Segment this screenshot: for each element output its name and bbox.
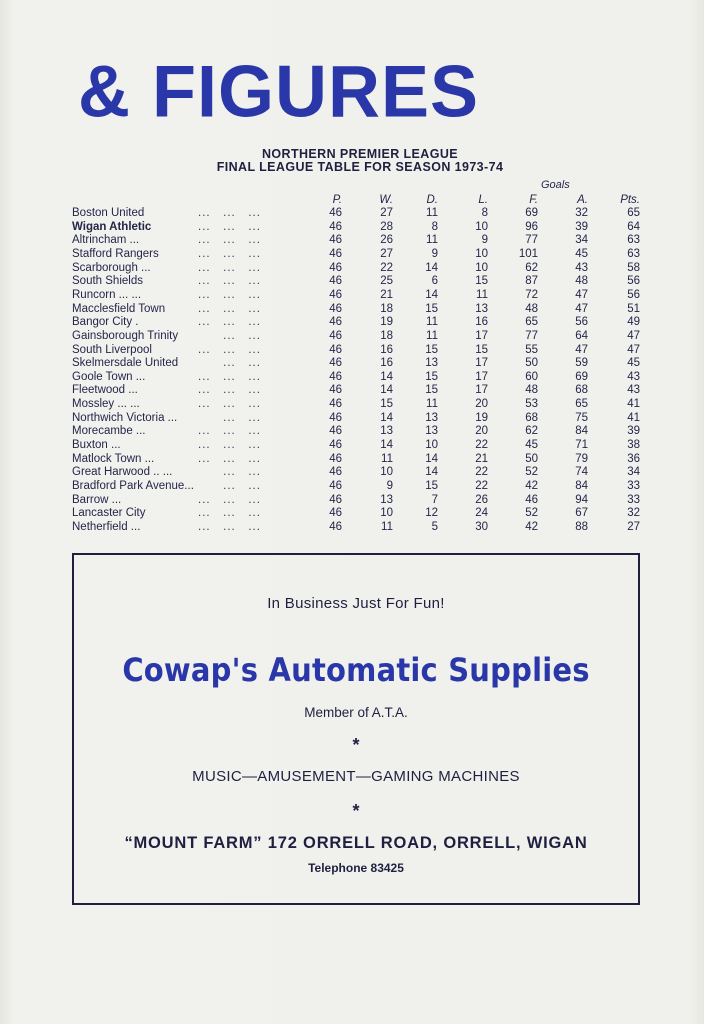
cell-d: 14 — [425, 466, 438, 479]
cell-l: 17 — [475, 329, 488, 342]
table-row — [72, 412, 652, 426]
cell-pts: 56 — [627, 275, 640, 288]
team-name: Lancaster City — [72, 507, 146, 520]
team-name: South Shields — [72, 275, 143, 288]
cell-p: 46 — [329, 480, 342, 492]
team-name: Scarborough ... — [72, 261, 151, 274]
cell-l: 22 — [475, 439, 488, 452]
cell-a: 47 — [575, 302, 588, 315]
cell-f: 68 — [525, 411, 538, 424]
cell-w: 25 — [380, 275, 393, 288]
cell-f: 52 — [525, 466, 538, 479]
team-name: Stafford Rangers — [72, 247, 159, 260]
team-name: Goole Town ... — [72, 370, 146, 383]
cell-d: 11 — [426, 398, 438, 411]
cell-p: 46 — [329, 343, 342, 356]
cell-f: 52 — [525, 507, 538, 520]
cell-w: 18 — [380, 329, 393, 342]
cell-f: 65 — [525, 316, 538, 329]
leader-dots: ... ... ... — [198, 288, 261, 301]
team-name: Netherfield ... — [72, 520, 141, 533]
cell-l: 26 — [475, 493, 488, 506]
team-name: Wigan Athletic — [72, 220, 152, 233]
cell-p: 46 — [329, 207, 342, 219]
cell-w: 10 — [380, 466, 393, 479]
cell-d: 9 — [431, 247, 438, 260]
cell-f: 62 — [525, 261, 538, 274]
leader-dots: ... ... ... — [198, 275, 261, 288]
team-name: Bradford Park Avenue... — [72, 480, 194, 492]
cell-f: 96 — [525, 220, 538, 233]
page-headline: & FIGURES — [78, 51, 480, 133]
cell-w: 27 — [380, 247, 393, 260]
table-row — [72, 357, 652, 371]
cell-a: 69 — [575, 370, 588, 383]
team-name: Mossley ... ... — [72, 398, 140, 411]
cell-a: 39 — [575, 220, 588, 233]
cell-l: 10 — [475, 220, 488, 233]
team-name: Great Harwood .. ... — [72, 466, 173, 479]
leader-dots: ... ... ... — [198, 452, 261, 465]
cell-a: 68 — [575, 384, 588, 397]
advert-address: “MOUNT FARM” 172 ORRELL ROAD, ORRELL, WIGAN — [124, 834, 588, 852]
cell-d: 15 — [425, 343, 438, 356]
cell-d: 12 — [425, 507, 438, 520]
header-won: W. — [379, 194, 393, 206]
cell-f: 69 — [525, 207, 538, 219]
advert-company: Cowap's Automatic Supplies — [122, 651, 590, 689]
cell-a: 64 — [575, 329, 588, 342]
cell-f: 48 — [525, 302, 538, 315]
cell-pts: 41 — [627, 398, 640, 411]
table-header — [72, 194, 652, 208]
cell-w: 28 — [380, 220, 393, 233]
cell-pts: 36 — [627, 452, 640, 465]
cell-w: 11 — [381, 520, 393, 533]
cell-a: 34 — [575, 234, 588, 247]
cell-a: 56 — [575, 316, 588, 329]
cell-d: 5 — [431, 520, 438, 533]
cell-w: 22 — [380, 261, 393, 274]
cell-pts: 63 — [627, 247, 640, 260]
cell-pts: 34 — [627, 466, 640, 479]
cell-p: 46 — [329, 275, 342, 288]
cell-p: 46 — [329, 439, 342, 452]
cell-f: 50 — [525, 452, 538, 465]
cell-f: 50 — [525, 357, 538, 370]
goals-label: Goals — [541, 179, 570, 191]
table-row — [72, 316, 652, 330]
cell-w: 16 — [380, 357, 393, 370]
cell-l: 30 — [475, 520, 488, 533]
leader-dots: ... ... ... — [198, 398, 261, 411]
cell-p: 46 — [329, 398, 342, 411]
cell-w: 9 — [386, 480, 393, 492]
cell-d: 13 — [425, 425, 438, 438]
cell-pts: 27 — [627, 520, 640, 533]
table-row — [72, 234, 652, 248]
table-row — [72, 466, 652, 480]
cell-pts: 39 — [627, 425, 640, 438]
table-row — [72, 384, 652, 398]
advert-member: Member of A.T.A. — [304, 705, 408, 720]
team-name: Skelmersdale United — [72, 357, 179, 370]
cell-p: 46 — [329, 316, 342, 329]
leader-dots: ... ... ... — [198, 439, 261, 452]
cell-w: 15 — [380, 398, 393, 411]
cell-l: 10 — [475, 261, 488, 274]
table-row — [72, 275, 652, 289]
cell-a: 59 — [575, 357, 588, 370]
cell-f: 42 — [525, 480, 538, 492]
cell-pts: 65 — [627, 207, 640, 219]
cell-a: 45 — [575, 247, 588, 260]
header-for: F. — [529, 194, 538, 206]
advert-phone: Telephone 83425 — [308, 861, 404, 875]
leader-dots: ... ... ... — [198, 370, 261, 383]
leader-dots: ... ... ... — [198, 384, 261, 397]
cell-l: 9 — [481, 234, 488, 247]
cell-p: 46 — [329, 261, 342, 274]
cell-a: 74 — [575, 466, 588, 479]
cell-w: 10 — [380, 507, 393, 520]
cell-l: 17 — [475, 370, 488, 383]
cell-a: 79 — [575, 452, 588, 465]
cell-d: 11 — [426, 329, 438, 342]
leader-dots: ... ... — [198, 411, 261, 424]
cell-d: 14 — [425, 288, 438, 301]
cell-pts: 32 — [627, 507, 640, 520]
cell-d: 11 — [426, 316, 438, 329]
cell-p: 46 — [329, 357, 342, 370]
table-row — [72, 262, 652, 276]
team-name: Altrincham ... — [72, 234, 140, 247]
leader-dots: ... ... ... — [198, 507, 261, 520]
cell-l: 24 — [475, 507, 488, 520]
cell-l: 10 — [475, 247, 488, 260]
cell-d: 13 — [425, 357, 438, 370]
cell-d: 8 — [431, 220, 438, 233]
cell-pts: 63 — [627, 234, 640, 247]
table-row — [72, 453, 652, 467]
cell-f: 55 — [525, 343, 538, 356]
cell-pts: 64 — [627, 220, 640, 233]
leader-dots: ... ... ... — [198, 425, 261, 438]
team-name: South Liverpool — [72, 343, 152, 356]
header-lost: L. — [478, 194, 488, 206]
cell-f: 60 — [525, 370, 538, 383]
leader-dots: ... ... — [198, 480, 261, 492]
cell-w: 27 — [380, 207, 393, 219]
cell-d: 14 — [425, 452, 438, 465]
cell-f: 87 — [525, 275, 538, 288]
team-name: Buxton ... — [72, 439, 121, 452]
leader-dots: ... ... ... — [198, 343, 261, 356]
cell-d: 14 — [425, 261, 438, 274]
cell-a: 43 — [575, 261, 588, 274]
cell-w: 13 — [380, 493, 393, 506]
cell-pts: 47 — [627, 329, 640, 342]
cell-p: 46 — [329, 425, 342, 438]
cell-d: 13 — [425, 411, 438, 424]
cell-a: 84 — [575, 480, 588, 492]
cell-p: 46 — [329, 466, 342, 479]
cell-pts: 43 — [627, 370, 640, 383]
cell-d: 6 — [431, 275, 438, 288]
table-row — [72, 507, 652, 521]
cell-f: 77 — [525, 234, 538, 247]
cell-a: 65 — [575, 398, 588, 411]
cell-l: 15 — [475, 343, 488, 356]
cell-f: 42 — [525, 520, 538, 533]
header-drawn: D. — [426, 194, 438, 206]
cell-w: 14 — [380, 370, 393, 383]
cell-p: 46 — [329, 234, 342, 247]
cell-l: 15 — [475, 275, 488, 288]
leader-dots: ... ... ... — [198, 261, 261, 274]
team-name: Matlock Town ... — [72, 452, 155, 465]
team-name: Barrow ... — [72, 493, 122, 506]
table-row — [72, 480, 652, 494]
cell-p: 46 — [329, 520, 342, 533]
cell-pts: 47 — [627, 343, 640, 356]
leader-dots: ... ... ... — [198, 520, 261, 533]
cell-p: 46 — [329, 384, 342, 397]
leader-dots: ... ... ... — [198, 316, 261, 329]
advert-box — [72, 553, 640, 905]
cell-l: 8 — [481, 207, 488, 219]
cell-a: 75 — [575, 411, 588, 424]
cell-p: 46 — [329, 370, 342, 383]
cell-f: 62 — [525, 425, 538, 438]
cell-p: 46 — [329, 411, 342, 424]
cell-w: 18 — [380, 302, 393, 315]
cell-d: 7 — [431, 493, 438, 506]
cell-w: 14 — [380, 411, 393, 424]
leader-dots: ... ... ... — [198, 247, 261, 260]
table-row — [72, 221, 652, 235]
cell-l: 20 — [475, 398, 488, 411]
cell-f: 45 — [525, 439, 538, 452]
leader-dots: ... ... ... — [198, 220, 261, 233]
cell-f: 72 — [525, 288, 538, 301]
leader-dots: ... ... ... — [198, 234, 261, 247]
cell-w: 19 — [380, 316, 393, 329]
cell-pts: 33 — [627, 480, 640, 492]
leader-dots: ... ... ... — [198, 302, 261, 315]
table-title: FINAL LEAGUE TABLE FOR SEASON 1973-74 — [216, 160, 504, 174]
cell-a: 88 — [575, 520, 588, 533]
table-row — [72, 425, 652, 439]
team-name: Runcorn ... ... — [72, 288, 142, 301]
cell-l: 13 — [475, 302, 488, 315]
team-name: Macclesfield Town — [72, 302, 166, 315]
cell-d: 15 — [425, 480, 438, 492]
team-name: Bangor City . — [72, 316, 139, 329]
cell-l: 20 — [475, 425, 488, 438]
cell-p: 46 — [329, 220, 342, 233]
cell-d: 15 — [425, 370, 438, 383]
cell-w: 14 — [380, 439, 393, 452]
cell-f: 101 — [518, 247, 538, 260]
cell-pts: 41 — [627, 411, 640, 424]
cell-w: 13 — [380, 425, 393, 438]
cell-p: 46 — [329, 493, 342, 506]
cell-pts: 56 — [627, 288, 640, 301]
cell-l: 21 — [475, 452, 488, 465]
cell-pts: 58 — [627, 261, 640, 274]
league-name: NORTHERN PREMIER LEAGUE — [261, 147, 459, 161]
cell-a: 47 — [575, 343, 588, 356]
cell-w: 14 — [380, 384, 393, 397]
cell-a: 67 — [575, 507, 588, 520]
table-row — [72, 371, 652, 385]
header-against: A. — [577, 194, 588, 206]
header-played: P. — [332, 194, 342, 206]
team-name: Boston United — [72, 207, 145, 219]
cell-l: 22 — [475, 466, 488, 479]
cell-pts: 45 — [627, 357, 640, 370]
cell-p: 46 — [329, 507, 342, 520]
cell-f: 77 — [525, 329, 538, 342]
table-row — [72, 289, 652, 303]
cell-w: 16 — [380, 343, 393, 356]
cell-pts: 49 — [627, 316, 640, 329]
cell-d: 15 — [425, 384, 438, 397]
table-row — [72, 330, 652, 344]
cell-p: 46 — [329, 452, 342, 465]
table-row — [72, 303, 652, 317]
team-name: Gainsborough Trinity — [72, 329, 179, 342]
table-row — [72, 439, 652, 453]
cell-w: 11 — [381, 452, 393, 465]
leader-dots: ... ... — [198, 466, 261, 479]
leader-dots: ... ... — [198, 357, 261, 370]
cell-p: 46 — [329, 247, 342, 260]
cell-f: 46 — [525, 493, 538, 506]
cell-a: 84 — [575, 425, 588, 438]
table-row — [72, 207, 652, 221]
table-row — [72, 398, 652, 412]
cell-pts: 43 — [627, 384, 640, 397]
table-row — [72, 248, 652, 262]
cell-a: 48 — [575, 275, 588, 288]
cell-l: 11 — [476, 288, 488, 301]
cell-d: 11 — [426, 207, 438, 219]
cell-f: 53 — [525, 398, 538, 411]
cell-l: 17 — [475, 384, 488, 397]
cell-p: 46 — [329, 302, 342, 315]
cell-a: 32 — [575, 207, 588, 219]
table-row — [72, 344, 652, 358]
cell-l: 17 — [475, 357, 488, 370]
star-divider: * — [352, 801, 360, 821]
team-name: Northwich Victoria ... — [72, 411, 178, 424]
cell-a: 71 — [575, 439, 588, 452]
cell-w: 26 — [380, 234, 393, 247]
team-name: Morecambe ... — [72, 425, 146, 438]
cell-pts: 51 — [627, 302, 640, 315]
cell-d: 15 — [425, 302, 438, 315]
cell-l: 16 — [475, 316, 488, 329]
cell-w: 21 — [380, 288, 393, 301]
advert-tagline: In Business Just For Fun! — [267, 595, 445, 612]
cell-a: 47 — [575, 288, 588, 301]
star-divider: * — [352, 735, 360, 755]
leader-dots: ... ... ... — [198, 493, 261, 506]
table-row — [72, 521, 652, 535]
header-points: Pts. — [620, 194, 640, 206]
cell-pts: 33 — [627, 493, 640, 506]
team-name: Fleetwood ... — [72, 384, 138, 397]
leader-dots: ... ... ... — [198, 207, 261, 219]
cell-l: 19 — [475, 411, 488, 424]
advert-machines: MUSIC—AMUSEMENT—GAMING MACHINES — [192, 768, 520, 785]
cell-pts: 38 — [627, 439, 640, 452]
cell-p: 46 — [329, 288, 342, 301]
cell-l: 22 — [475, 480, 488, 492]
table-row — [72, 494, 652, 508]
leader-dots: ... ... — [198, 329, 261, 342]
cell-d: 10 — [425, 439, 438, 452]
cell-f: 48 — [525, 384, 538, 397]
cell-p: 46 — [329, 329, 342, 342]
cell-d: 11 — [426, 234, 438, 247]
cell-a: 94 — [575, 493, 588, 506]
